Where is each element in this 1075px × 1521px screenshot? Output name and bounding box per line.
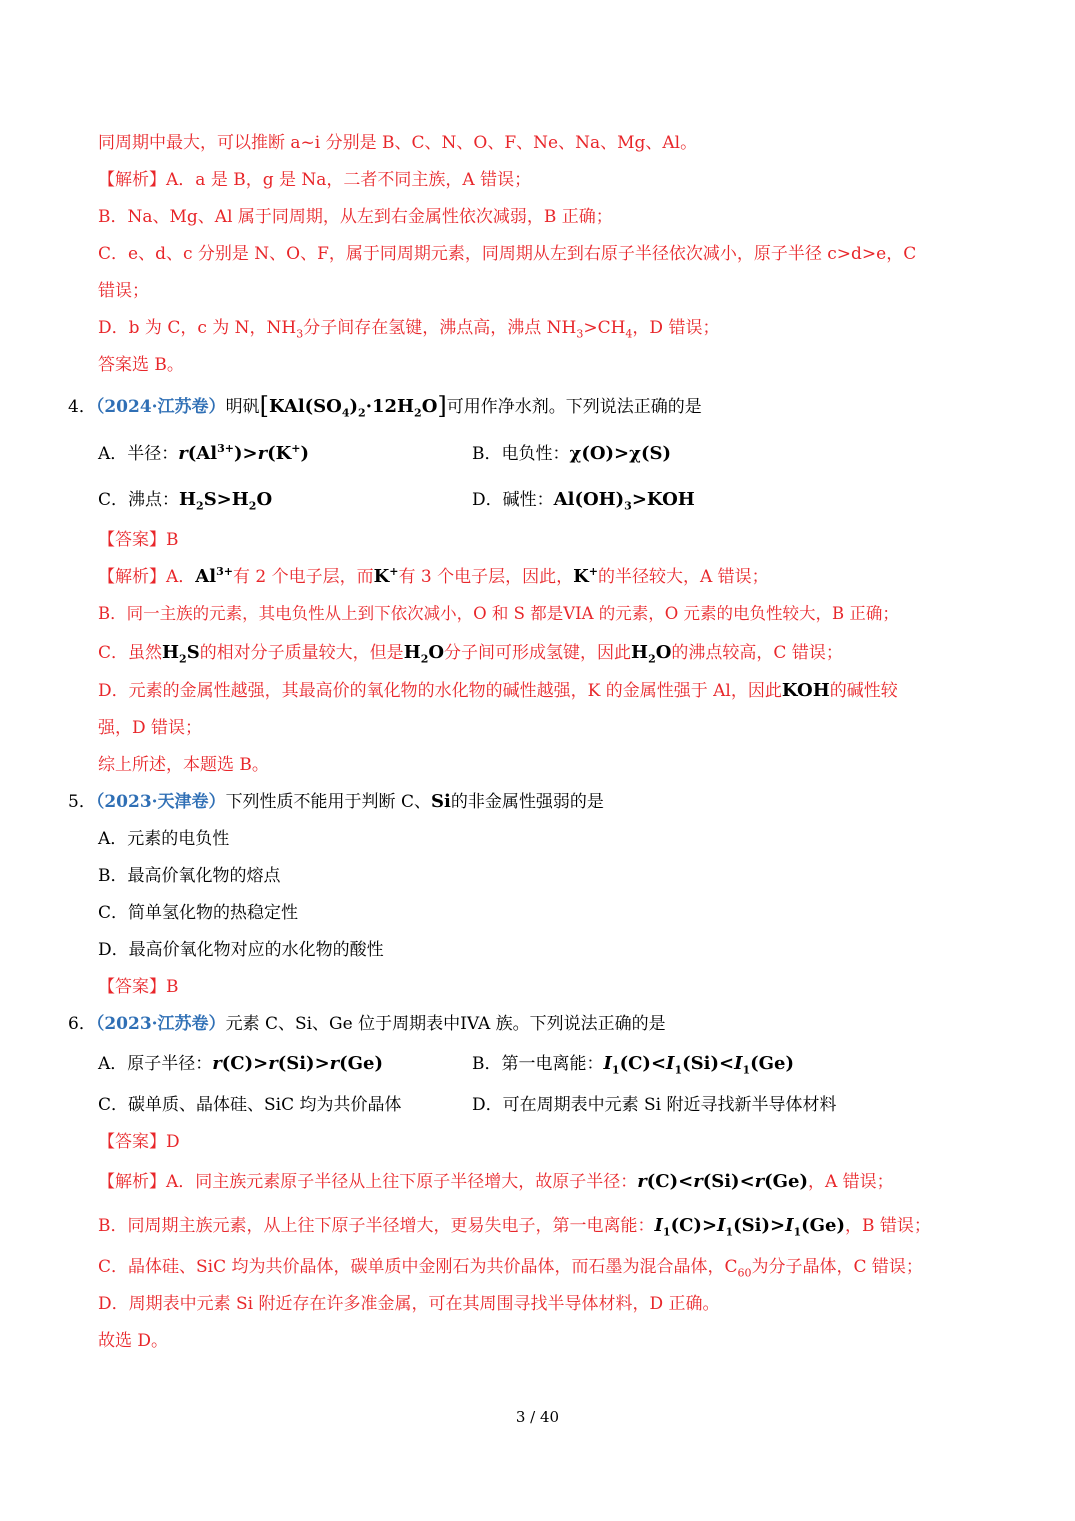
- text-segment: ，B 错误；: [845, 1216, 931, 1236]
- question-number: 4．: [68, 397, 96, 417]
- text-segment: 分子间可形成氢键，因此: [444, 643, 632, 663]
- text-segment: ，D 错误；: [632, 318, 720, 338]
- option-a-math: $r(Al^{3+})>r(K^+)$: [178, 442, 309, 464]
- question-6-stem: [68, 1013, 666, 1035]
- summary: 综上所述，本题选 B。: [98, 755, 269, 775]
- text-line: B．Na、Mg、Al 属于同周期，从左到右金属性依次减弱，B 正确；: [98, 207, 613, 227]
- formula-h2s: $H_2S$: [162, 642, 200, 666]
- text-segment: 的碱性较: [829, 681, 898, 701]
- answer: 【答案】B: [98, 977, 179, 997]
- text-segment: B．同周期主族元素，从上往下原子半径增大，更易失电子，第一电离能：: [98, 1216, 655, 1236]
- subscript: 60: [737, 1266, 752, 1280]
- option-a-label: A．原子半径：: [98, 1054, 213, 1074]
- option-b: [472, 1053, 794, 1075]
- text-segment: 的沸点较高，C 错误；: [671, 643, 843, 663]
- text-line: 错误；: [98, 281, 149, 301]
- text-segment: 下列性质不能用于判断 C、: [225, 792, 431, 812]
- question-source: （2024·江苏卷）: [95, 397, 226, 417]
- text-segment: ，A 错误；: [808, 1172, 894, 1192]
- text-segment: C．晶体硅、SiC 均为共价晶体，碳单质中金刚石为共价晶体，而石墨为混合晶体，C: [98, 1257, 738, 1277]
- option-b: [472, 443, 671, 465]
- option-b-label: B．电负性：: [472, 444, 570, 464]
- text-segment: D．元素的金属性越强，其最高价的氧化物的水化物的碱性越强，K 的金属性强于 Al，因此: [98, 681, 782, 701]
- question-4-stem: [68, 392, 702, 420]
- alum-formula: $[KAl(SO_4)_2\cdot 12H_2O]$: [259, 392, 447, 420]
- answer: 【答案】D: [98, 1132, 180, 1152]
- subscript: 4: [625, 327, 633, 341]
- text-line: 答案选 B。: [98, 355, 184, 375]
- question-source: （2023·江苏卷）: [95, 1014, 226, 1034]
- explanation-line: [98, 642, 843, 664]
- text-line: C．e、d、c 分别是 N、O、F，属于同周期元素，同周期从左到右原子半径依次减小，原子半径 c>d>e，C: [98, 244, 917, 264]
- text-segment: C．虽然: [98, 643, 163, 663]
- text-line: 同周期中最大，可以推断 a~i 分别是 B、C、N、O、F、Ne、Na、Mg、Al。: [98, 133, 698, 153]
- option-c-math: $H_2S>H_2O$: [179, 489, 273, 513]
- text-segment: >CH: [583, 318, 626, 338]
- question-number: 5．: [68, 792, 96, 812]
- ion-k: K+: [573, 565, 598, 587]
- explanation-line: 强，D 错误；: [98, 718, 203, 738]
- option-d: [472, 489, 695, 511]
- text-segment: 【解析】A．同主族元素原子半径从上往下原子半径增大，故原子半径：: [98, 1172, 638, 1192]
- question-number: 6．: [68, 1014, 96, 1034]
- question-4-options-ab: [98, 443, 309, 465]
- formula-h2o: $H_2O$: [631, 642, 672, 666]
- option-a-label: A．半径：: [98, 444, 179, 464]
- subscript: 3: [576, 327, 584, 341]
- text-segment: 的相对分子质量较大，但是: [199, 643, 404, 663]
- text-segment: 分子间存在氢键，沸点高，沸点 NH: [303, 318, 577, 338]
- summary: 故选 D。: [98, 1331, 169, 1351]
- question-5-stem: [68, 791, 604, 813]
- option-a: [98, 1053, 383, 1075]
- text-segment: 的非金属性强弱的是: [450, 792, 604, 812]
- option-d-math: $Al(OH)_3>KOH$: [553, 489, 695, 513]
- explanation-line: [98, 680, 898, 702]
- option-a: A．元素的电负性: [98, 829, 230, 849]
- explanation-line: [98, 1171, 894, 1193]
- text-segment: 可用作净水剂。下列说法正确的是: [446, 397, 702, 417]
- question-source: （2023·天津卷）: [95, 792, 226, 812]
- text-line: 【解析】A．a 是 B，g 是 Na，二者不同主族，A 错误；: [98, 170, 532, 190]
- element-si: Si: [430, 791, 451, 812]
- formula-h2o: $H_2O$: [403, 642, 445, 666]
- option-c: C．简单氢化物的热稳定性: [98, 903, 299, 923]
- text-segment: 为分子晶体，C 错误；: [751, 1257, 923, 1277]
- ionization-order: $I_1(C)>I_1(Si)>I_1(Ge)$: [654, 1215, 845, 1239]
- option-c: [98, 489, 272, 511]
- explanation-line: B．同一主族的元素，其电负性从上到下依次减小，O 和 S 都是VIA 的元素，O 元素的电负性较大，B 正确；: [98, 604, 899, 623]
- option-a-math: r(C)>r(Si)>r(Ge): [212, 1053, 383, 1074]
- explanation-line: [98, 1256, 923, 1278]
- option-d: D．可在周期表中元素 Si 附近寻找新半导体材料: [472, 1095, 837, 1115]
- text-segment: 有 2 个电子层，而: [232, 567, 374, 587]
- page-number: 3 / 40: [515, 1408, 560, 1426]
- text-segment: 【解析】A．: [98, 567, 196, 587]
- option-d-label: D．碱性：: [472, 490, 554, 510]
- option-b-math: χ(O)>χ(S): [569, 443, 672, 464]
- option-b: B．最高价氧化物的熔点: [98, 866, 281, 886]
- option-c-label: C．沸点：: [98, 490, 180, 510]
- text-segment: 的半径较大，A 错误；: [597, 567, 769, 587]
- answer: 【答案】B: [98, 530, 179, 550]
- radius-order: r(C)<r(Si)<r(Ge): [637, 1171, 808, 1192]
- text-line: [98, 317, 719, 339]
- option-d: D．最高价氧化物对应的水化物的酸性: [98, 940, 384, 960]
- subscript: 3: [296, 327, 304, 341]
- formula-koh: KOH: [781, 680, 830, 701]
- text-segment: 元素 C、Si、Ge 位于周期表中IVA 族。下列说法正确的是: [225, 1014, 666, 1034]
- explanation-line: D．周期表中元素 Si 附近存在许多准金属，可在其周围寻找半导体材料，D 正确。: [98, 1294, 720, 1314]
- ion-k: K+: [373, 565, 399, 587]
- option-b-math: $I_1(C)<I_1(Si)<I_1(Ge)$: [603, 1053, 794, 1077]
- ion-al: $Al^{3+}$: [195, 565, 233, 587]
- text-segment: D．b 为 C，c 为 N，NH: [98, 318, 297, 338]
- option-b-label: B．第一电离能：: [472, 1054, 604, 1074]
- option-c: C．碳单质、晶体硅、SiC 均为共价晶体: [98, 1095, 402, 1115]
- text-segment: 明矾: [225, 397, 260, 417]
- explanation-line: [98, 566, 769, 588]
- explanation-line: [98, 1215, 931, 1237]
- text-segment: 有 3 个电子层，因此，: [398, 567, 574, 587]
